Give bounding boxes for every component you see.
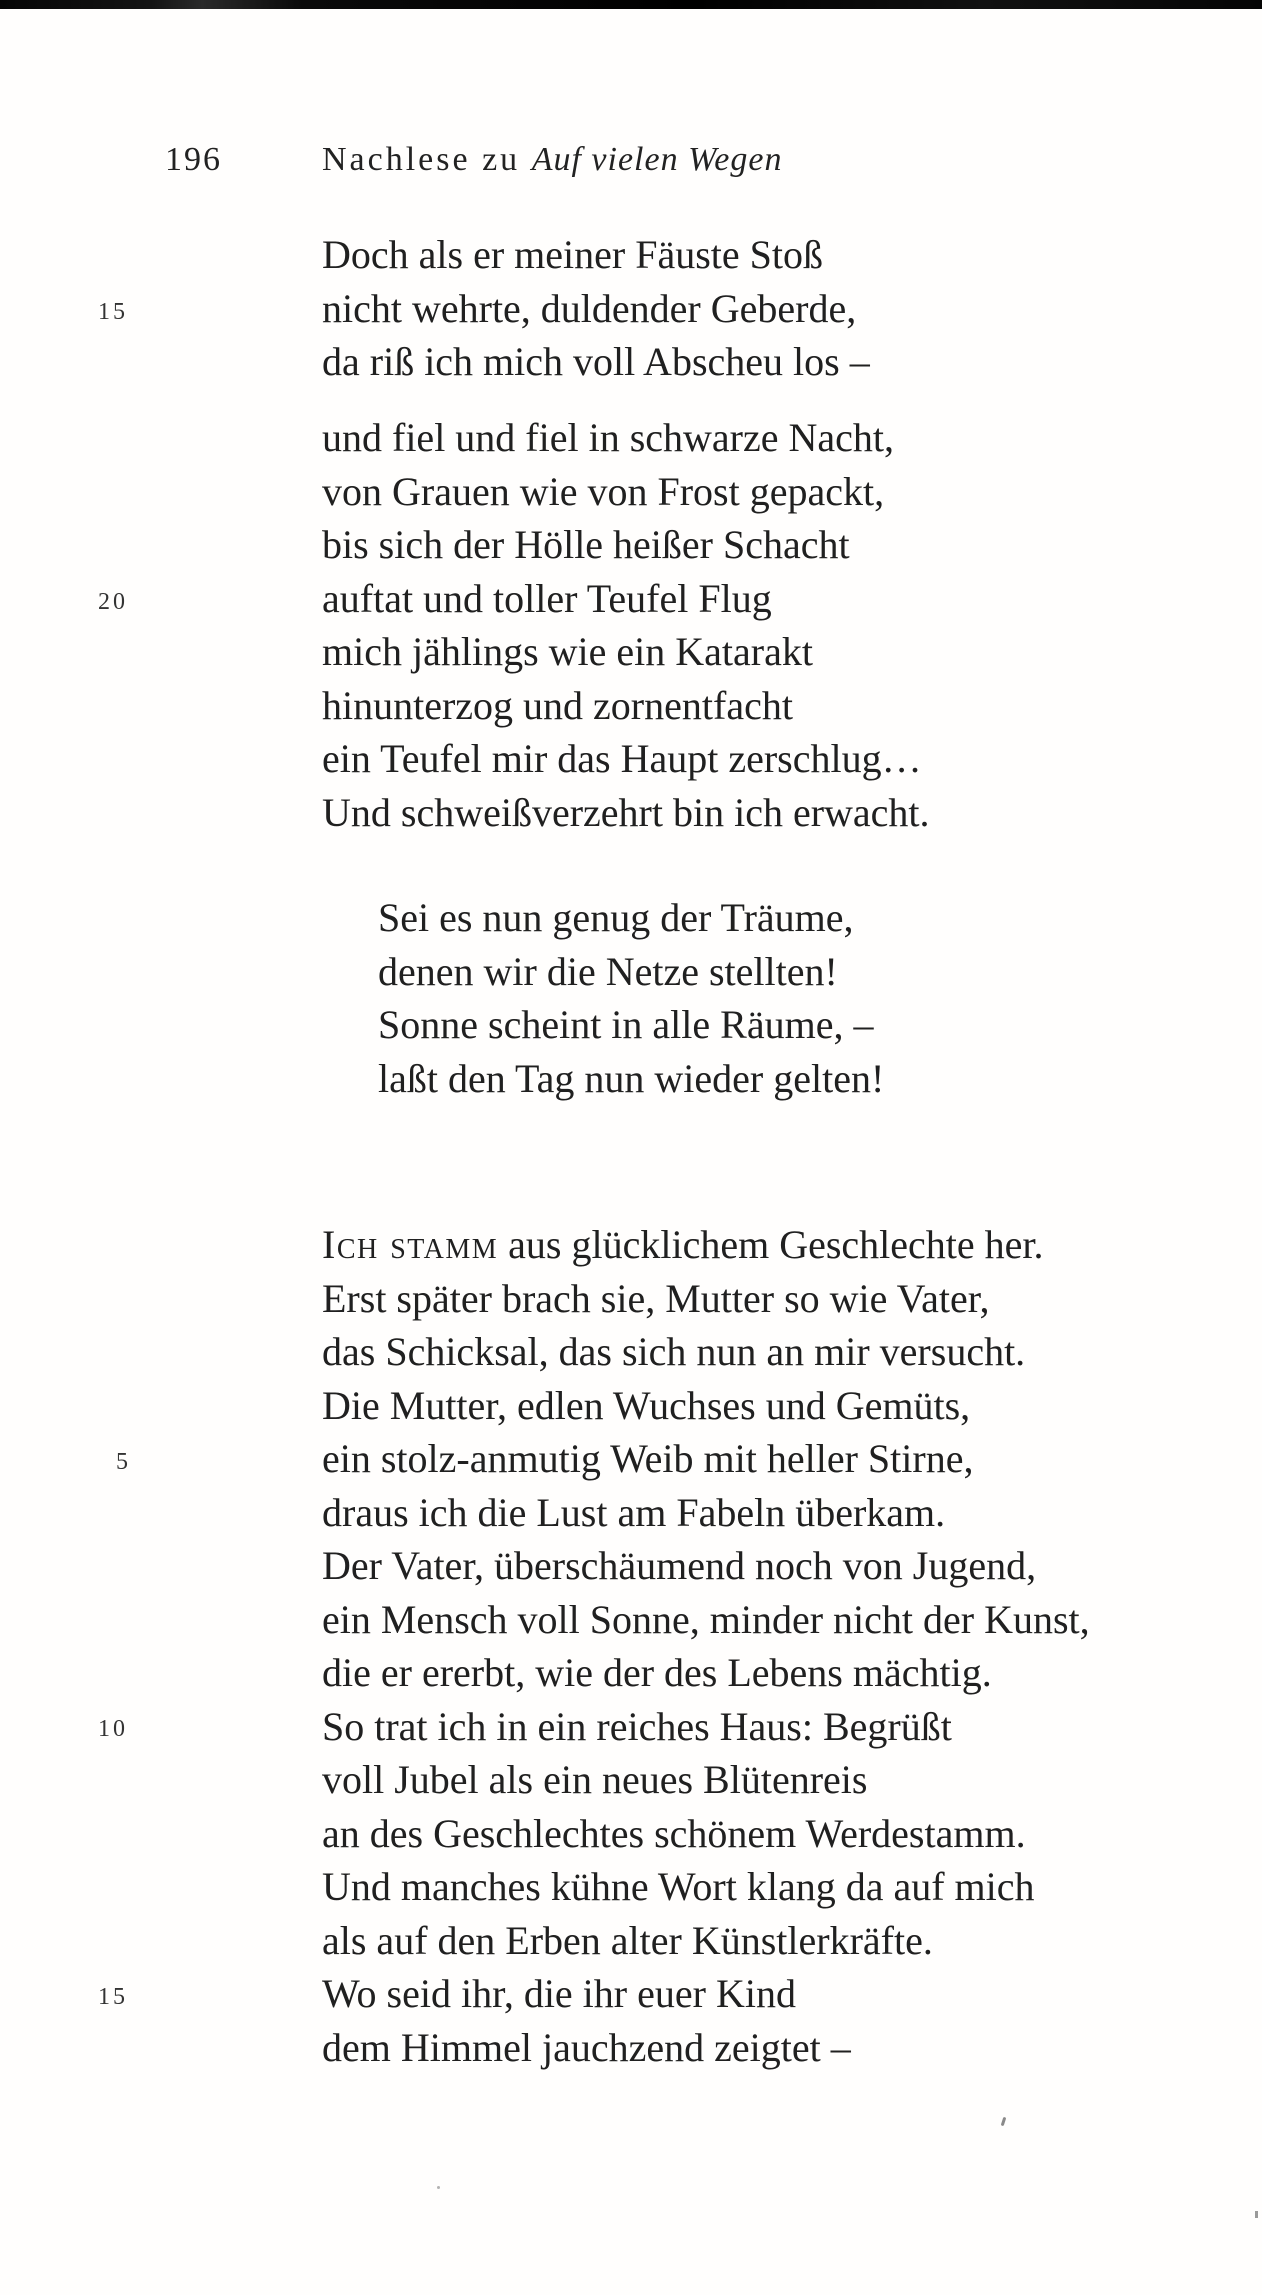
scan-top-bar	[0, 0, 1262, 9]
poem-ich-stamm	[322, 1218, 1090, 2074]
poem-line: als auf den Erben alter Künstlerkräfte.	[322, 1917, 933, 1963]
poem-fragment-stanza-1	[322, 228, 870, 389]
running-header	[0, 140, 1262, 184]
poem-line: denen wir die Netze stellten!	[378, 948, 838, 994]
poem-incipit-rest: aus glücklichem Geschlechte her.	[498, 1222, 1044, 1267]
poem-fragment-stanza-3-indented	[378, 891, 884, 1105]
line-number-15b: 15	[98, 1984, 128, 2010]
poem-line: bis sich der Hölle heißer Schacht	[322, 522, 850, 567]
poem-line: Sei es nun genug der Träume,	[378, 895, 854, 940]
poem-line: und fiel und fiel in schwarze Nacht,	[322, 415, 895, 460]
poem-line: dem Himmel jauchzend zeigtet –	[322, 2024, 851, 2070]
poem-incipit-smallcaps: Ich stamm	[322, 1222, 499, 1267]
running-header-title	[322, 140, 782, 180]
poem-line: mich jählings wie ein Katarakt	[322, 629, 813, 674]
poem-line: voll Jubel als ein neues Blütenreis	[322, 1757, 868, 1802]
running-header-section: Nachlese zu	[322, 141, 532, 178]
poem-line: So trat ich in ein reiches Haus: Begrüßt	[322, 1703, 952, 1749]
poem-line: Doch als er meiner Fäuste Stoß	[322, 232, 823, 277]
line-number-20: 20	[98, 589, 128, 615]
poem-line: Sonne scheint in alle Räume, –	[378, 1002, 874, 1047]
scan-speck	[437, 2186, 440, 2189]
poem-line: hinunterzog und zornentfacht	[322, 682, 793, 728]
poem-line-opening	[322, 1218, 1090, 1272]
poem-line: Wo seid ihr, die ihr euer Kind	[322, 1971, 796, 2016]
poem-line: da riß ich mich voll Abscheu los –	[322, 339, 870, 384]
line-number-10: 10	[98, 1716, 128, 1742]
poem-line: Und schweißverzehrt bin ich erwacht.	[322, 789, 930, 835]
poem-line: die er ererbt, wie der des Lebens mächtig.	[322, 1650, 992, 1695]
poem-line: Der Vater, überschäumend noch von Jugend,	[322, 1543, 1037, 1588]
poem-line: von Grauen wie von Frost gepackt,	[322, 468, 885, 514]
poem-line: auftat und toller Teufel Flug	[322, 575, 772, 621]
poem-line: Erst später brach sie, Mutter so wie Vater,	[322, 1275, 990, 1321]
poem-line: ein Teufel mir das Haupt zerschlug…	[322, 736, 922, 781]
poem-line: ein stolz-anmutig Weib mit heller Stirne,	[322, 1436, 974, 1481]
poem-line: draus ich die Lust am Fabeln überkam.	[322, 1489, 946, 1535]
scan-speck	[1001, 2117, 1007, 2126]
scan-speck	[1255, 2211, 1258, 2218]
poem-fragment-stanza-2	[322, 411, 930, 839]
poem-line: laßt den Tag nun wieder gelten!	[378, 1055, 885, 1101]
poem-line: Und manches kühne Wort klang da auf mich	[322, 1864, 1035, 1909]
poem-line: an des Geschlechtes schönem Werdestamm.	[322, 1810, 1026, 1856]
line-number-15: 15	[98, 299, 128, 325]
page-number: 196	[165, 141, 222, 178]
running-header-work-title: Auf vielen Wegen	[531, 141, 783, 178]
line-number-5: 5	[116, 1449, 128, 1475]
poem-line: das Schicksal, das sich nun an mir versucht.	[322, 1329, 1026, 1374]
poem-line: nicht wehrte, duldender Geberde,	[322, 285, 857, 331]
poem-line: ein Mensch voll Sonne, minder nicht der Kunst,	[322, 1596, 1090, 1642]
poem-line: Die Mutter, edlen Wuchses und Gemüts,	[322, 1382, 971, 1428]
